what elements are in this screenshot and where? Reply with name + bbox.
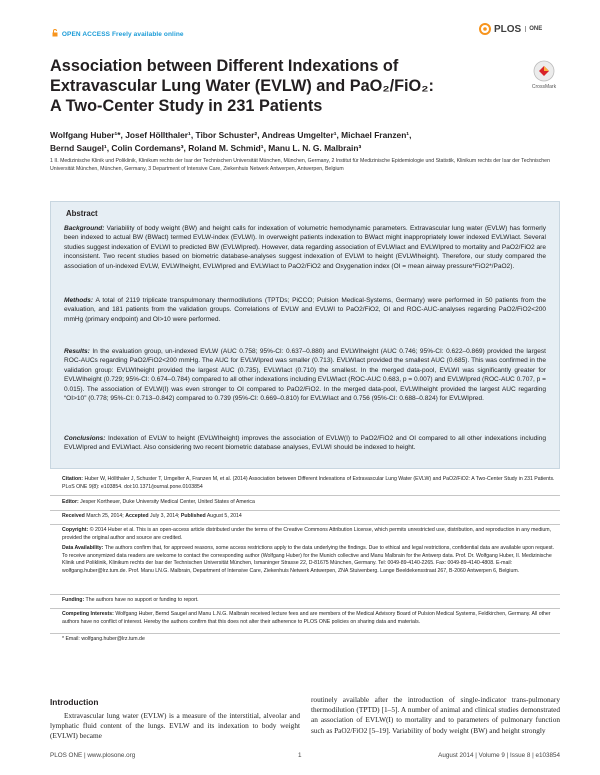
funding-label: Funding: — [62, 597, 85, 603]
background-text: Variability of body weight (BW) and height calls for indexation of volumetric hemodynamic parameters. Extravascular lung water (EVLW) has formerly been indexed to actual BW (BWact) termed EVLW-index (EVLWI). In overweight patients indexation to BWact might inappropriately lower indexed EVLWIact. Several studies suggest indexation of EVLWI to predicted BW (EVLWIpred). However, data regarding association of EVLWIact and EVLWIpred to mortality and PaO2/FiO2 are inconsistent. Two recent studies based on biometric database-analyses suggest indexation of EVLWI to height (EVLWIheight). Therefore, our study compared the association of un-indexed EVLW, EVLWIheight, EVLWIpred and EVLWIact to PaO2/FiO2 and Oxygenation index (OI = mean airway pressure*FiO2*/PaO2). — [64, 225, 546, 270]
abstract-results — [64, 347, 546, 403]
crossmark-badge[interactable] — [531, 60, 557, 90]
editor — [62, 499, 557, 507]
results-text: In the evaluation group, un-indexed EVLW (AUC 0.758; 95%-CI: 0.637–0.880) and EVLWIheight (AUC 0.746; 95%-CI: 0.622–0.869) provided the largest ROC-AUCs regarding PaO2/FiO2<200 mmHg. The AUC for EVLWIpred was smaller (0.713). EVLWIact provided the smallest AUC (0.685). This was confirmed in the validation group: EVLWIheight provided the largest AUC (0.735), EVLWIact (0.710) the smallest. In the merged data-pool, EVLWI was significantly greater for EVLWIheight (0.729; 95%-CI: 0.674–0.784) compared to all other indexations including EVLWIact (ROC-AUC 0.683, p = 0.007) and EVLWIpred (ROC-AUC 0.707, p = 0.015). The association of EVLW(I) was even stronger to OI compared to PaO2/FiO2. In the merged data-pool, EVLWIheight provided the largest AUC regarding “OI>10” (0.778; 95%-CI: 0.713–0.842) compared to 0.739 (95%-CI: 0.669–0.810) for EVLWIact and 0.756 (95%-CI: 0.688–0.824) for EVLWIpred. — [64, 348, 546, 403]
data-availability-label: Data Availability: — [62, 545, 104, 551]
editor-text: Jesper Kortheuer, Duke University Medical Center, United States of America — [80, 499, 255, 505]
accepted-label: Accepted — [125, 513, 149, 519]
methods-label: Methods: — [64, 297, 94, 304]
corresponding-email[interactable]: * Email: wolfgang.huber@lrz.tum.de — [62, 636, 145, 642]
introduction-heading: Introduction — [50, 697, 99, 707]
crossmark-icon — [533, 60, 555, 82]
funding — [62, 597, 557, 605]
divider — [50, 510, 560, 511]
affiliations: 1 II. Medizinische Klinik und Poliklinik, Klinikum rechts der Isar der Technischen Universität München, München, Germany, 2 Institut für Medizinische Epidemiologie und Statistik, Klinikum rechts der Isar der Technischen Universität München, München, Germany, 3 Department of Intensive Care, Ziekenhuis Netwerk Antwerpen, Antwerpen, Belgium — [50, 158, 550, 173]
accepted-date: July 3, 2014; — [150, 513, 180, 519]
conclusions-label: Conclusions: — [64, 435, 106, 442]
introduction-left-column: Extravascular lung water (EVLW) is a measure of the interstitial, alveolar and lymphatic fluid content of the lungs. EVLW and its indexation to body weight (EVLWI) became — [50, 711, 300, 741]
title-line-2: Extravascular Lung Water (EVLW) and PaO₂/FiO₂: — [50, 77, 434, 95]
received-date: March 25, 2014; — [86, 513, 124, 519]
background-label: Background: — [64, 225, 105, 232]
authors-line-2: Bernd Saugel¹, Colin Cordemans³, Roland M. Schmid¹, Manu L. N. G. Malbrain³ — [50, 143, 362, 153]
conclusions-text: Indexation of EVLW to height (EVLWIheight) improves the association of EVLW(I) to PaO2/FiO2 and OI compared to all other indexations including EVLWIpred and EVLWIact. Also considering two recent biometric database analyses, EVLWI should be indexed to height. — [64, 435, 547, 452]
authors-line-1: Wolfgang Huber¹*, Josef Höllthaler¹, Tibor Schuster², Andreas Umgelter¹, Michael Franzen¹, — [50, 130, 412, 140]
citation-text: Huber W, Höllthaler J, Schuster T, Umgelter A, Franzen M, et al. (2014) Association between Different Indexations of Extravascular Lung Water (EVLW) and PaO2/FiO2: A Two-Center Study in 231 Patients. PLoS ONE 9(8): e103854. doi:10.1371/journal.pone.0103854 — [62, 476, 555, 490]
plos-logo-text: PLOS — [494, 23, 522, 35]
divider — [50, 608, 560, 609]
data-availability-text: The authors confirm that, for approved reasons, some access restrictions apply to the data underlying the findings. Due to ethical and legal restrictions, confidential data are available upon request. To receive anonymized data readers are welcome to contact the corresponding author (Wolfgang Huber) for the Munich collective and Manu Malbrain for the Antwerp data. Prof. Dr. Wolfgang Huber, II. Medizinische Klinik und Poliklinik, Klinikum rechts der Isar der Technischen Universität München, Ismaninger Strasse 22, D-81675 München, Germany. Tel: 0049-89-4140-2265. Fax: 0049-89-4140-4808. E-mail: wolfgang.huber@lrz.tum.de. Prof. Manu LN.G. Malbrain, Department of Intensive Care, Ziekenhuis Netwerk Antwerpen, ZNA Stuivenberg. Lange Beeldekensstraat 267, B-2060 Antwerpen 6, Belgium. — [62, 545, 555, 574]
crossmark-label: CrossMark — [531, 84, 557, 90]
title-line-1: Association between Different Indexations of — [50, 57, 399, 75]
copyright-label: Copyright: — [62, 527, 89, 533]
competing-interests — [62, 611, 557, 626]
published-label: Published — [180, 513, 206, 519]
divider — [50, 633, 560, 634]
published-date: August 5, 2014 — [206, 513, 242, 519]
one-logo-text: ONE — [525, 26, 542, 32]
divider — [50, 495, 560, 496]
page-number: 1 — [298, 752, 302, 759]
footer-issue: August 2014 | Volume 9 | Issue 8 | e103854 — [438, 752, 560, 759]
title-line-3: A Two-Center Study in 231 Patients — [50, 97, 323, 115]
divider — [50, 524, 560, 525]
copyright-text: © 2014 Huber et al. This is an open-access article distributed under the terms of the Creative Commons Attribution License, which permits unrestricted use, distribution, and reproduction in any medium, provided the original author and source are credited. — [62, 527, 552, 541]
abstract-background — [64, 224, 546, 271]
competing-interests-label: Competing Interests: — [62, 611, 114, 617]
abstract-conclusions — [64, 434, 546, 453]
received-label: Received — [62, 513, 85, 519]
citation-label: Citation: — [62, 476, 84, 482]
dates — [62, 513, 557, 521]
divider — [50, 594, 560, 595]
open-access-banner — [50, 29, 184, 39]
copyright — [62, 527, 557, 542]
author-list — [50, 129, 560, 155]
abstract-methods — [64, 296, 546, 324]
data-availability — [62, 545, 557, 575]
introduction-right-column: routinely available after the introduction of single-indicator trans-pulmonary thermodilution (TPTD) [1–5]. A number of animal and clinical studies demonstrated an association of EVLW(I) to mortality and to parameters of pulmonary function such as PaO2/FiO2 [5–19]. Variability of body weight (BW) and height strongly — [311, 695, 560, 735]
competing-interests-text: Wolfgang Huber, Bernd Saugel and Manu L.N.G. Malbrain received lecture fees and are members of the Medical Advisory Board of Pulsion Medical Systems, Feldkirchen, Germany. All other authors have no conflict of interest. Hereby the authors confirm that this does not alter their adherence to PLOS ONE policies on sharing data and materials. — [62, 611, 551, 625]
open-access-lock-icon — [52, 29, 58, 39]
article-title — [50, 56, 520, 116]
open-access-text: OPEN ACCESS Freely available online — [61, 31, 184, 38]
abstract-heading: Abstract — [66, 209, 98, 218]
editor-label: Editor: — [62, 499, 79, 505]
footer-journal: PLOS ONE | www.plosone.org — [50, 752, 136, 759]
plos-one-logo[interactable] — [479, 23, 542, 35]
plos-logo-icon — [479, 23, 491, 35]
results-label: Results: — [64, 348, 90, 355]
funding-text: The authors have no support or funding to report. — [85, 597, 199, 603]
methods-text: A total of 2119 triplicate transpulmonary thermodilutions (TPTDs; PiCCO; Pulsion Medical-Systems, Germany) were performed in 50 patients from the evaluation, and 181 patients from the validation groups. Correlations of EVLW and EVLWI to PaO2/FiO2, OI and ROC-AUC-analyses regarding PaO2/FiO2<200 mmHg (primary endpoint) and OI>10 were performed. — [64, 297, 546, 323]
citation — [62, 476, 557, 491]
